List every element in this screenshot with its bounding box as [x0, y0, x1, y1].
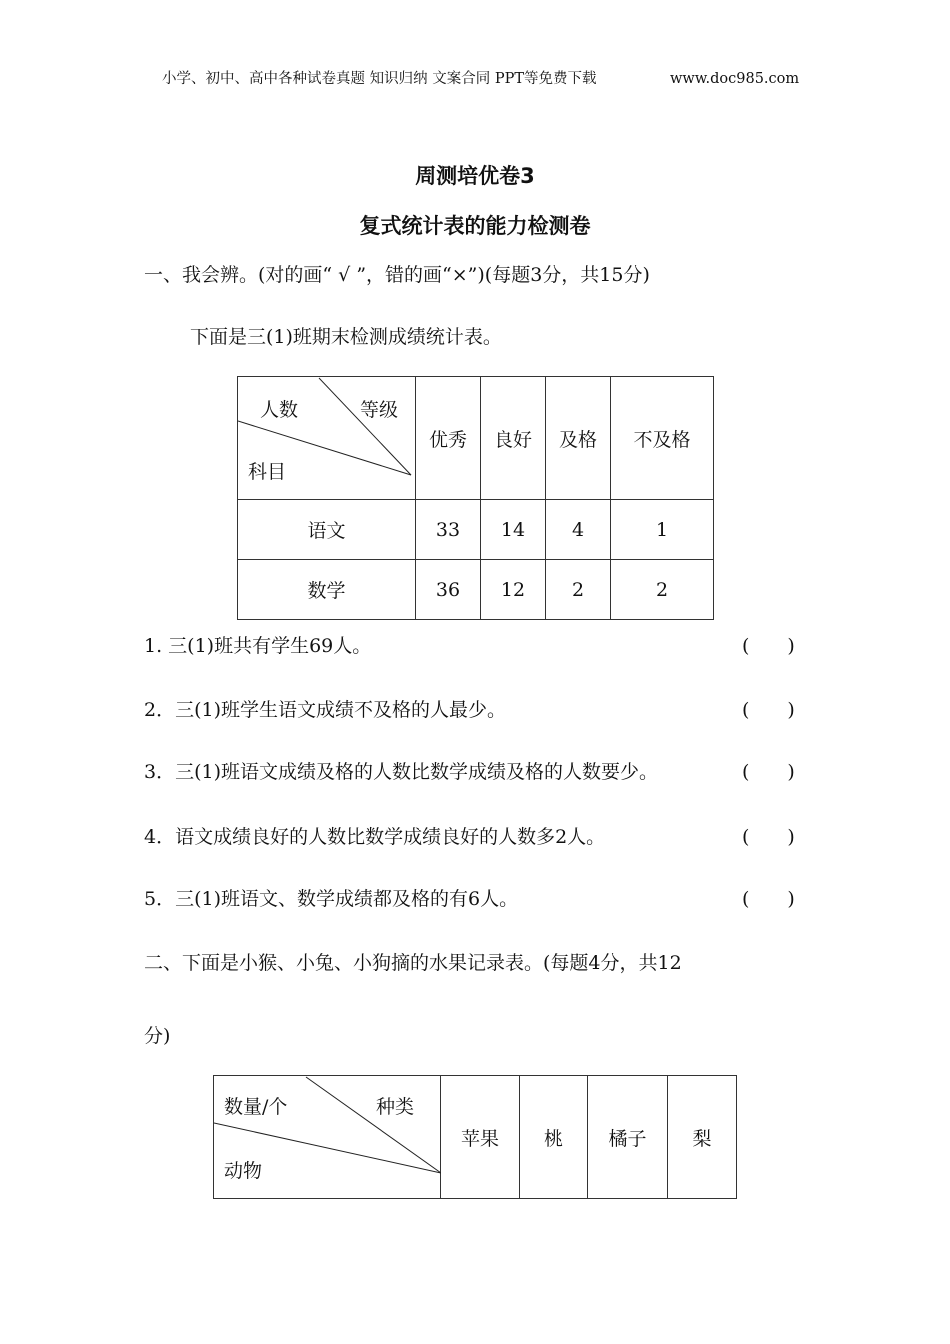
answer-blank[interactable]: ( ): [742, 761, 795, 783]
page-subtitle: 复式统计表的能力检测卷: [359, 214, 591, 238]
corner-right: 种类: [376, 1096, 415, 1118]
column-header: 及格: [546, 377, 611, 500]
question-2: 2．三(1)班学生语文成绩不及格的人最少。: [144, 699, 507, 721]
question-1: 1. 三(1)班共有学生69人。: [144, 635, 372, 657]
question-5: 5．三(1)班语文、数学成绩都及格的有6人。: [144, 888, 519, 910]
answer-blank[interactable]: ( ): [742, 888, 795, 910]
fruit-table: [213, 1075, 737, 1199]
table-row: [238, 500, 714, 560]
section2-heading-cont: 分): [144, 1025, 171, 1047]
answer-blank[interactable]: ( ): [742, 635, 795, 657]
column-header: 梨: [668, 1076, 737, 1199]
corner-top: 数量/个: [224, 1096, 288, 1118]
page-title: 周测培优卷3: [415, 164, 535, 188]
corner-bottom: 动物: [224, 1160, 263, 1182]
section2-heading: 二、下面是小猴、小兔、小狗摘的水果记录表。(每题4分，共12: [144, 952, 682, 974]
column-header: 不及格: [611, 377, 714, 500]
table-cell: 12: [481, 560, 546, 620]
column-header: 优秀: [416, 377, 481, 500]
answer-blank[interactable]: ( ): [742, 699, 795, 721]
answer-blank[interactable]: ( ): [742, 826, 795, 848]
corner-top: 人数: [260, 399, 299, 421]
section1-intro: 下面是三(1)班期末检测成绩统计表。: [190, 326, 502, 348]
table-cell: 2: [611, 560, 714, 620]
corner-bottom: 科目: [248, 461, 287, 483]
table-cell: 4: [546, 500, 611, 560]
column-header: 橘子: [588, 1076, 668, 1199]
table-cell: 2: [546, 560, 611, 620]
corner-right: 等级: [360, 399, 399, 421]
question-4: 4．语文成绩良好的人数比数学成绩良好的人数多2人。: [144, 826, 606, 848]
header-text: 小学、初中、高中各种试卷真题 知识归纳 文案合同 PPT等免费下载: [162, 71, 597, 87]
table-cell: 36: [416, 560, 481, 620]
table-cell: 14: [481, 500, 546, 560]
column-header: 苹果: [441, 1076, 520, 1199]
table-cell: 33: [416, 500, 481, 560]
column-header: 良好: [481, 377, 546, 500]
table-corner-cell: [238, 377, 416, 500]
header-url: www.doc985.com: [670, 71, 800, 87]
row-label: 数学: [238, 560, 416, 620]
section1-heading: 一、我会辨。(对的画“ √ ”，错的画“×”)(每题3分，共15分): [144, 264, 650, 286]
grades-table: [237, 376, 714, 620]
table-cell: 1: [611, 500, 714, 560]
question-3: 3．三(1)班语文成绩及格的人数比数学成绩及格的人数要少。: [144, 761, 659, 783]
table-row: [238, 560, 714, 620]
table-corner-cell: [214, 1076, 441, 1199]
column-header: 桃: [520, 1076, 588, 1199]
row-label: 语文: [238, 500, 416, 560]
